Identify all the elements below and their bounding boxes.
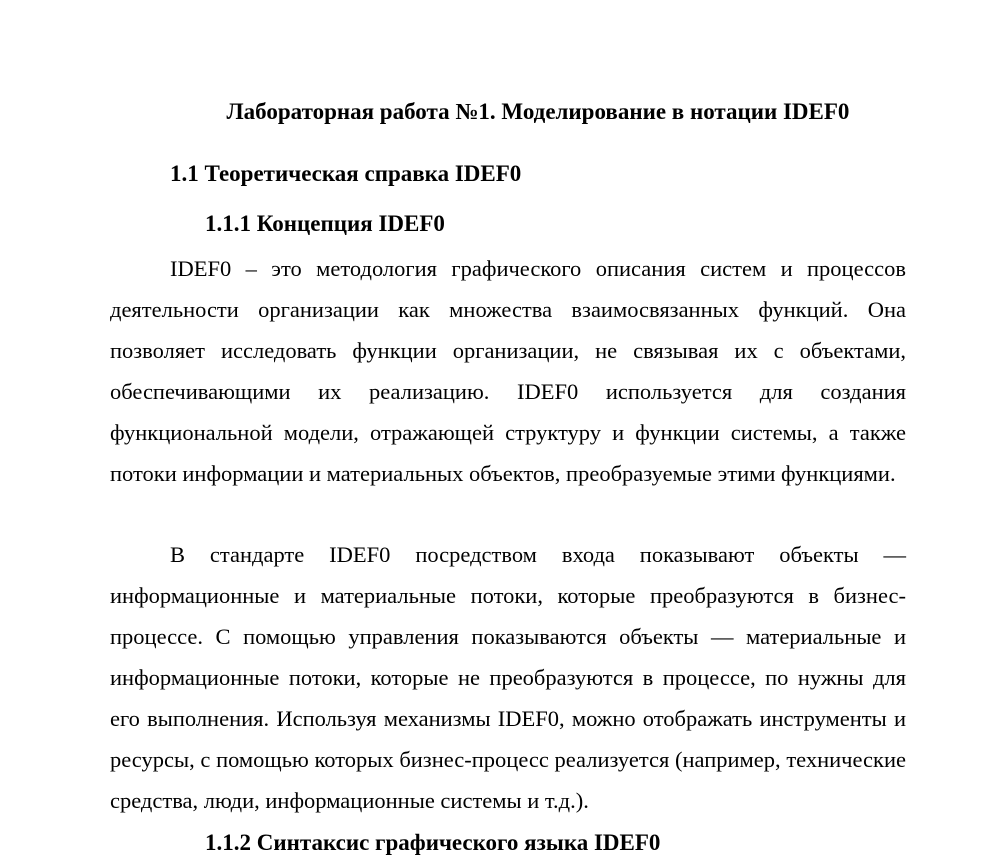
paragraph-idef0-standard: В стандарте IDEF0 посредством входа показывают объекты — информационные и материальные потоки, которые преобразуются в бизнес-процессе. С помощью управления показываются объекты — материальные и информационные потоки, которые не преобразуются в процессе, по нужны для его выполнения. Используя механизмы IDEF0, можно отображать инструменты и ресурсы, с помощью которых бизнес-процесс реализуется (например, технические средства, люди, информационные системы и т.д.). (110, 542, 906, 813)
subsection-heading-syntax: 1.1.2 Синтаксис графического языка IDEF0 (205, 830, 661, 855)
document-title: Лабораторная работа №1. Моделирование в нотации IDEF0 (226, 99, 850, 124)
section-heading: 1.1 Теоретическая справка IDEF0 (170, 161, 522, 186)
subsection-heading-concept: 1.1.1 Концепция IDEF0 (205, 211, 445, 236)
paragraph-idef0-definition: IDEF0 – это методология графического описания систем и процессов деятельности организации как множества взаимосвязанных функций. Она позволяет исследовать функции организации, не связывая их с объектами, обеспечивающими их реализацию. IDEF0 используется для создания функциональной модели, отражающей структуру и функции системы, а также потоки информации и материальных объектов, преобразуемые этими функциями. (110, 256, 906, 486)
